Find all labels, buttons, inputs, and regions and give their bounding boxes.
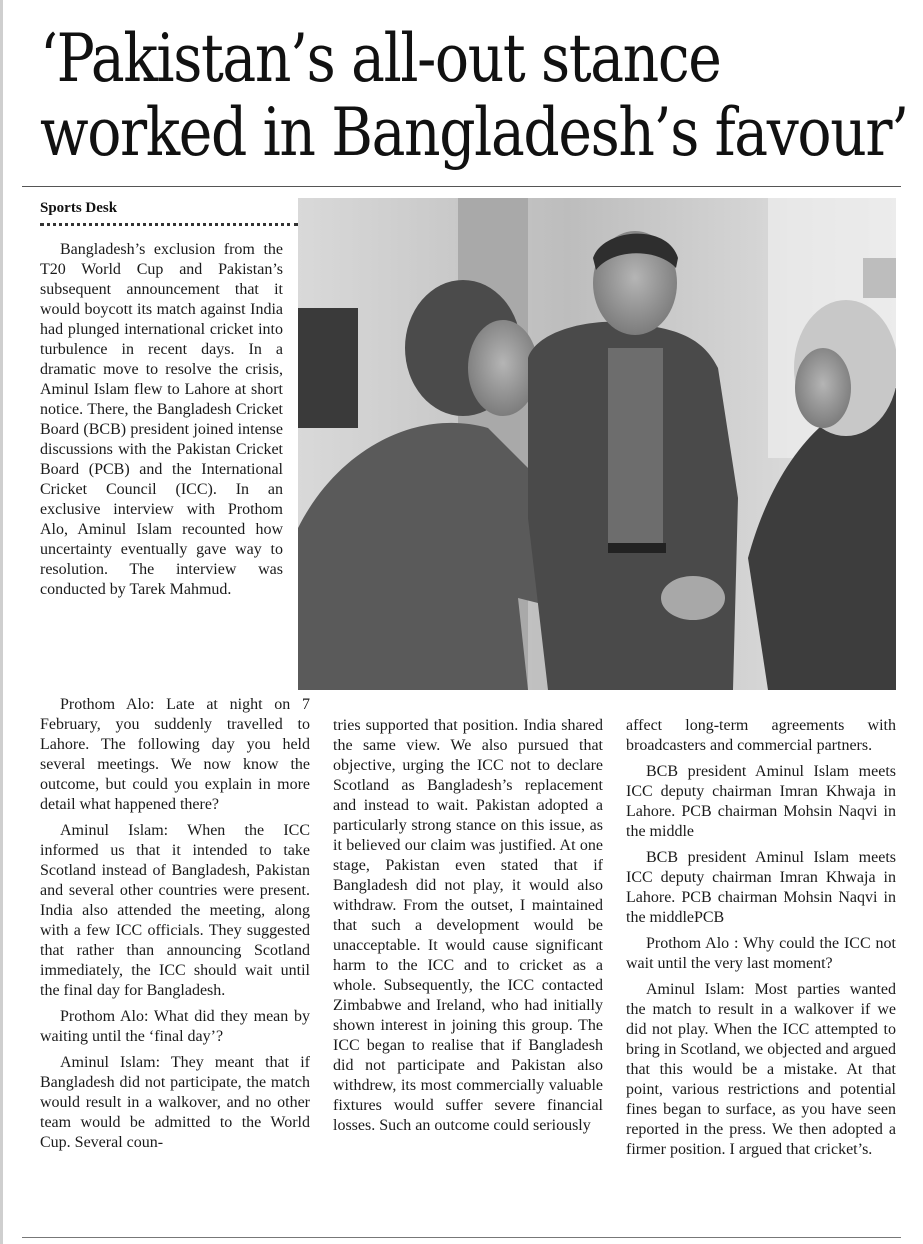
article-photo — [298, 198, 896, 690]
article-column-3 — [626, 716, 896, 1166]
paragraph: Aminul Islam: When the ICC informed us that it intended to take Scotland instead of Bangladesh, Pakistan and several other countries were present. India also attended the meeting, along with a few ICC officials. They suggested that rather than announcing Scotland immediately, the ICC should wait until the final day for Bangladesh. — [40, 822, 310, 999]
photo-icon — [298, 198, 896, 690]
paragraph: Prothom Alo: What did they mean by waiting until the ‘final day’? — [40, 1008, 310, 1045]
byline: Sports Desk — [40, 200, 118, 216]
paragraph: Aminul Islam: They meant that if Bangladesh did not participate, the match would result in a walkover, and no other team would be admitted to the World Cup. Several coun- — [40, 1054, 310, 1151]
paragraph: Prothom Alo: Late at night on 7 February, you suddenly travelled to Lahore. The following day you held several meetings. We now know the outcome, but could you explain in more detail what happened there? — [40, 696, 310, 813]
intro-paragraph: Bangladesh’s exclusion from the T20 World Cup and Pakistan’s subsequent announcement that it would boycott its match against India had plunged international cricket into turbulence in recent days. In a dramatic move to resolve the crisis, Aminul Islam flew to Lahore at short notice. There, the Bangladesh Cricket Board (BCB) president joined intense discussions with the Pakistan Cricket Board (PCB) and the International Cricket Council (ICC). In an exclusive interview with Prothom Alo, Aminul Islam recounted how uncertainty eventually gave way to resolution. The interview was conducted by Tarek Mahmud. — [40, 241, 283, 598]
article-column-1 — [40, 695, 310, 1159]
paragraph: Aminul Islam: Most parties wanted the match to result in a walkover if we did not play. When the ICC attempted to bring in Scotland, we objected and argued that this would be a mistake. At that point, various restrictions and potential fines began to surface, as you have seen reported in the press. We then adopted a firmer position. I argued that cricket’s. — [626, 981, 896, 1158]
photo-caption: BCB president Aminul Islam meets ICC deputy chairman Imran Khwaja in Lahore. PCB chairman Mohsin Naqvi in the middle — [626, 763, 896, 840]
paragraph: tries supported that position. India shared the same view. We also pursued that objective, urging the ICC not to declare Scotland as Bangladesh’s replacement and instead to wait. Pakistan adopted a particularly strong stance on this issue, as it believed our claim was justified. At one stage, Pakistan even stated that if Bangladesh did not play, it would also withdraw. From the outset, I maintained that such a development would be unacceptable. It would cause significant harm to the ICC and to cricket as a whole. Subsequently, the ICC contacted Zimbabwe and Ireland, who had initially shown interest in joining this group. The ICC began to realise that if Bangladesh did not participate and Pakistan also withdrew, its most commercially valuable fixtures would suffer severe financial losses. Such an outcome could seriously — [333, 717, 603, 1134]
paragraph: Prothom Alo : Why could the ICC not wait until the very last moment? — [626, 935, 896, 972]
page-bottom-rule — [22, 1237, 901, 1238]
headline-divider — [22, 186, 901, 187]
article-column-2 — [333, 716, 603, 1142]
photo-caption: BCB president Aminul Islam meets ICC deputy chairman Imran Khwaja in Lahore. PCB chairman Mohsin Naqvi in the middlePCB — [626, 849, 896, 926]
paragraph: affect long-term agreements with broadcasters and commercial partners. — [626, 717, 896, 754]
byline-dotted-rule — [40, 223, 298, 226]
headline-line-2: worked in Bangladesh’s favour’ — [40, 94, 908, 171]
page-edge — [0, 0, 3, 1244]
intro-column — [40, 240, 283, 606]
headline-line-1: ‘Pakistan’s all-out stance — [40, 20, 721, 97]
headline — [40, 20, 908, 171]
